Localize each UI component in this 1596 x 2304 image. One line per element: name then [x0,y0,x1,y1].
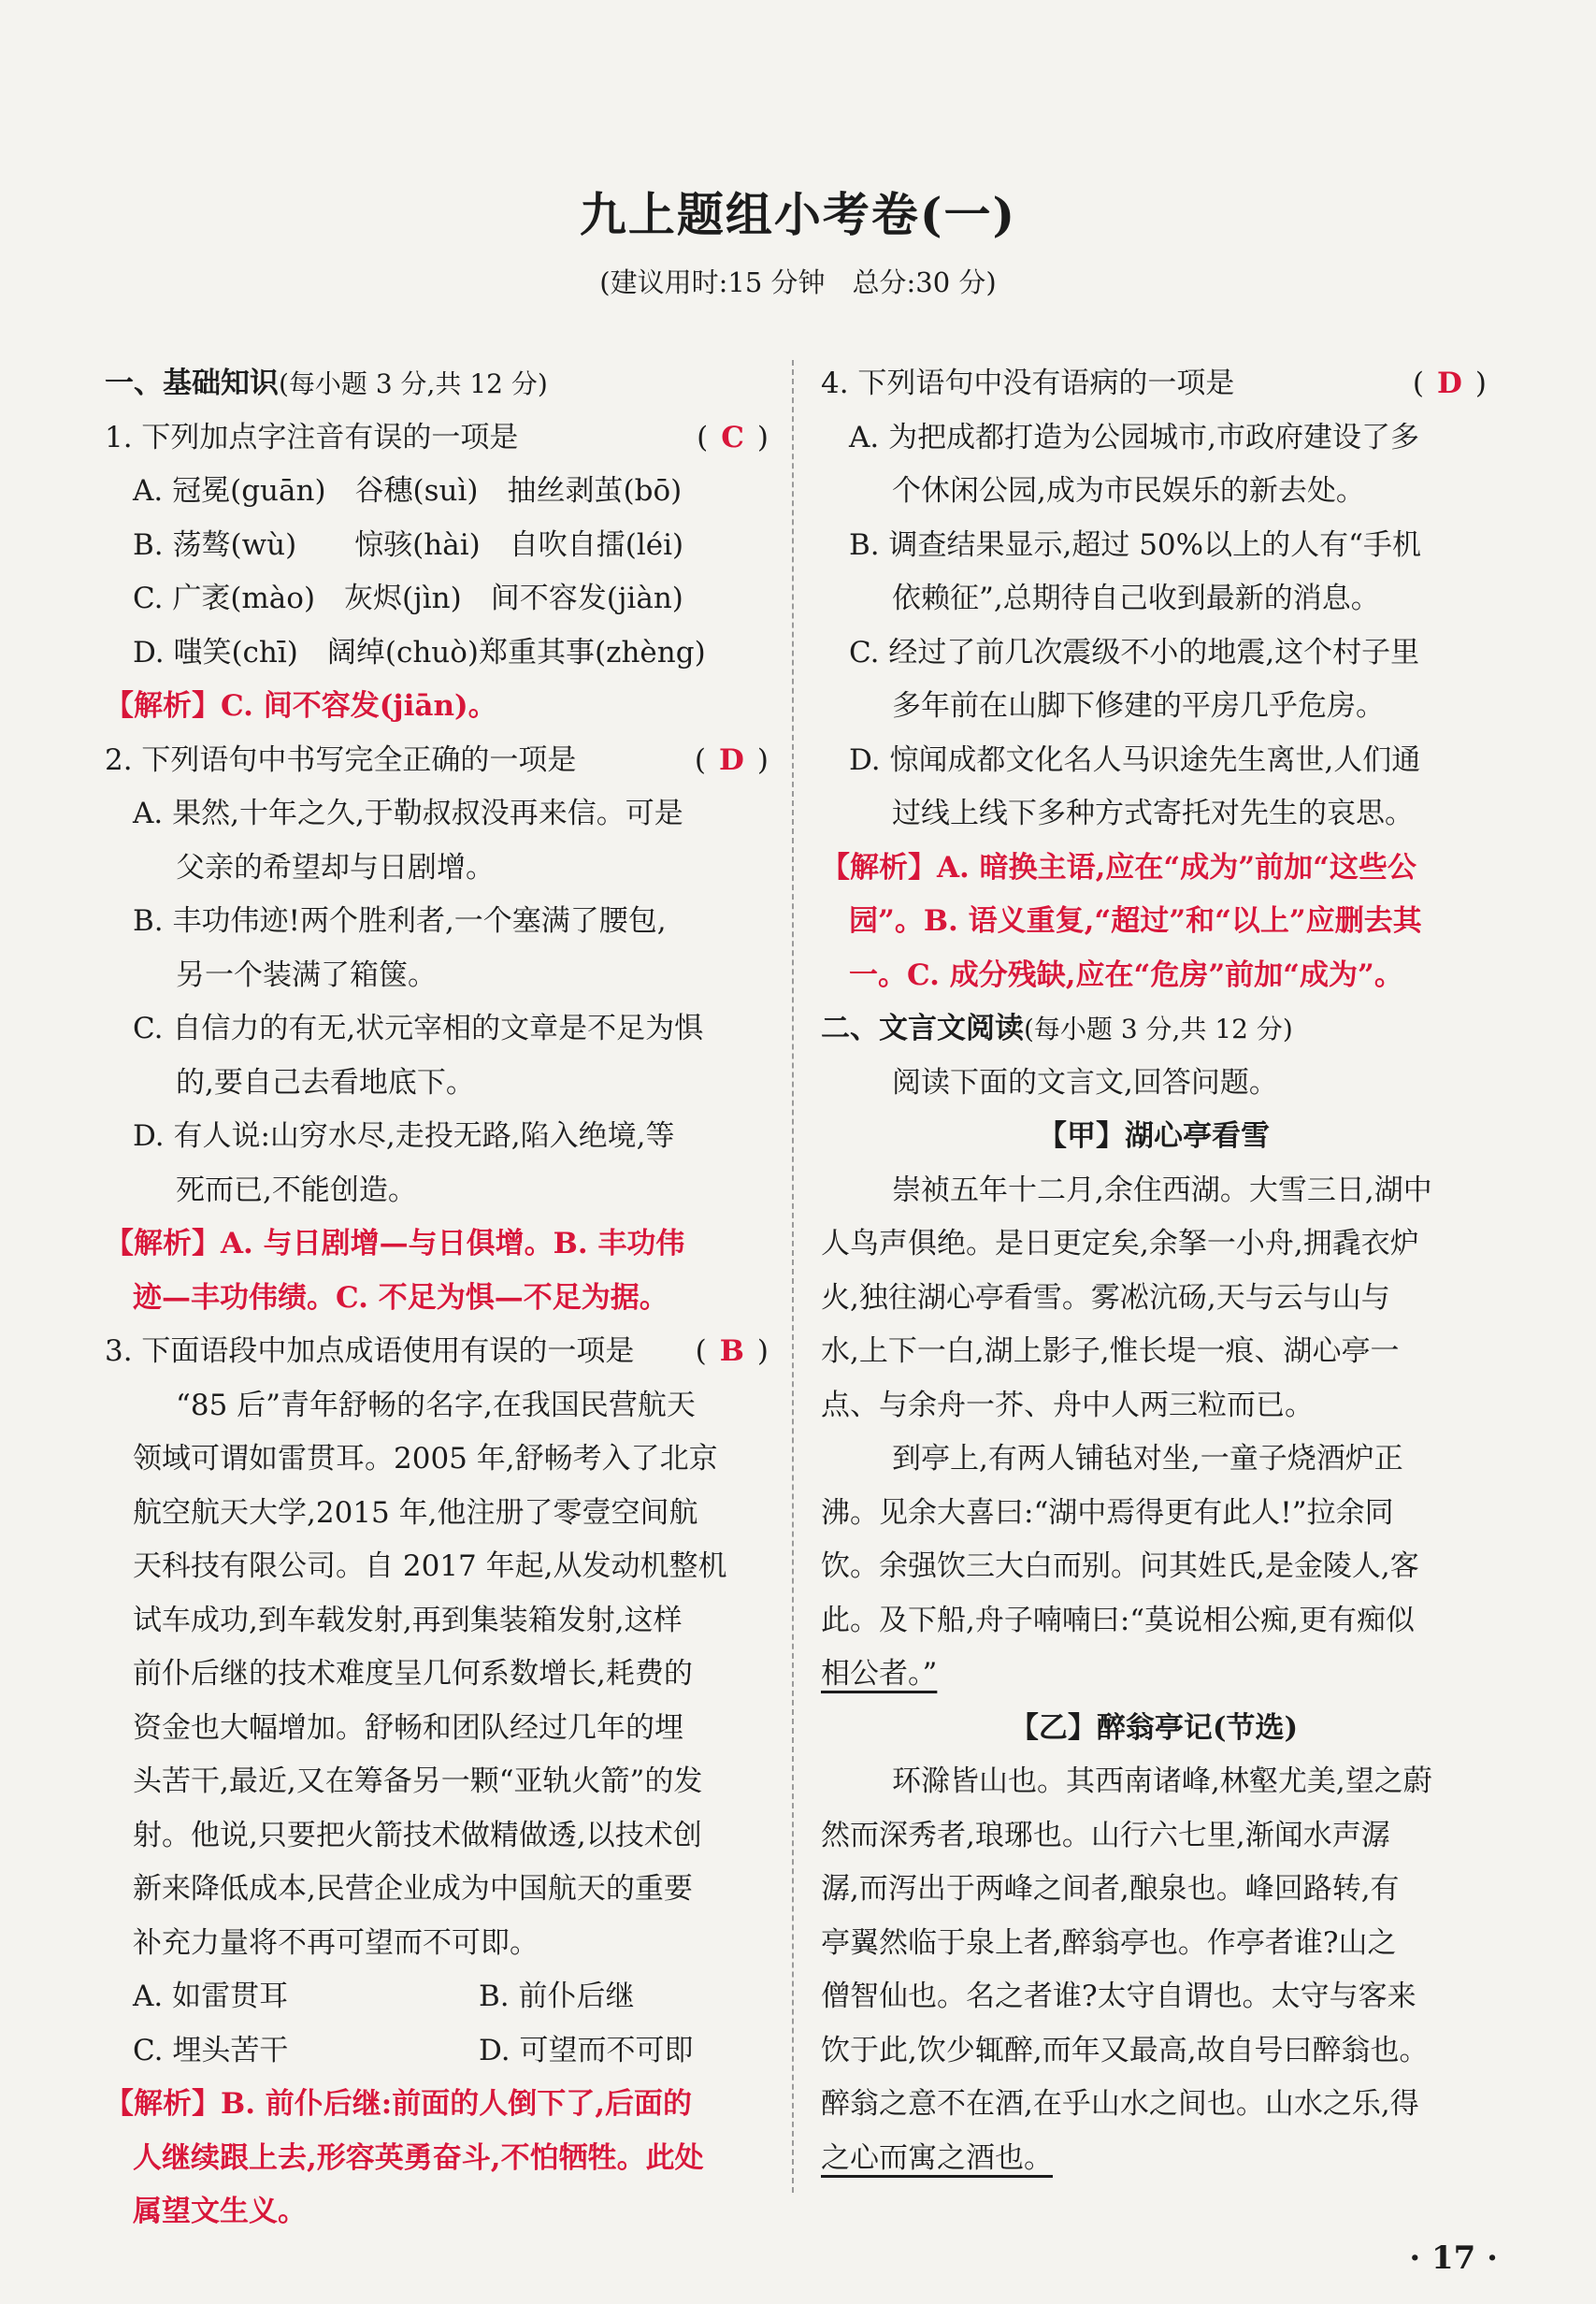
section2-title: 二、文言文阅读 [821,1012,1024,1045]
passage-jia-line: 点、与余舟一芥、舟中人两三粒而已。 [821,1388,1314,1422]
passage-yi-line: 饮于此,饮少辄醉,而年又最高,故自号曰醉翁也。 [821,2033,1429,2067]
q2-line: C. 自信力的有无,状元宰相的文章是不足为惧 [133,1012,704,1045]
q2-stem-text: 2. 下列语句中书写完全正确的一项是 [105,742,577,777]
q4-answer-bracket: ( D ) [1412,367,1487,400]
section1-title: 一、基础知识 [105,367,279,400]
q2-line: B. 丰功伟迹!两个胜利者,一个塞满了腰包, [133,904,667,938]
passage-jia-line: 到亭上,有两人铺毡对坐,一童子烧酒炉正 [892,1442,1403,1476]
passage-jia-line: 人鸟声俱绝。是日更定矣,余拏一小舟,拥毳衣炉 [821,1227,1419,1260]
q4-stem-text: 4. 下列语句中没有语病的一项是 [821,367,1235,400]
q3-passage-line: 领域可谓如雷贯耳。2005 年,舒畅考入了北京 [133,1442,718,1476]
q4-line: D. 惊闻成都文化名人马识途先生离世,人们通 [849,742,1421,777]
q1-analysis-text: C. 间不容发(jiān)。 [221,689,497,723]
q1-answer-bracket: ( C ) [697,420,769,454]
q4-line: B. 调查结果显示,超过 50%以上的人有“手机 [849,527,1421,562]
q3-analysis [105,2078,769,2132]
q1-analysis [105,680,769,734]
q3-passage-line: 试车成功,到车载发射,再到集装箱发射,这样 [133,1603,683,1637]
passage-jia-underlined: 相公者。” [821,1657,938,1691]
q2-analysis-text: A. 与日剧增—与日俱增。B. 丰功伟 [221,1227,685,1260]
section1-note: (每小题 3 分,共 12 分) [279,368,548,399]
passage-yi-line: 亭翼然临于泉上者,醉翁亭也。作亭者谁?山之 [821,1925,1397,1960]
passage-yi-line [821,2132,1487,2186]
page-number: · 17 · [1409,2239,1498,2277]
q4-analysis-text: A. 暗换主语,应在“成为”前加“这些公 [937,850,1416,885]
q1-option-a: A. 冠冕(guān) 谷穗(suì) 抽丝剥茧(bō) [133,474,683,508]
q3-analysis-label: 【解析】 [105,2087,221,2121]
q2-answer-bracket: ( D ) [694,742,769,777]
q3-option-a: A. 如雷贯耳 [133,1980,289,2013]
q2-line: 父亲的希望却与日剧增。 [176,850,495,885]
left-column [105,357,769,2239]
q3-passage-line: 前仆后继的技术难度呈几何系数增长,耗费的 [133,1657,693,1691]
section1-heading [105,357,769,411]
q3-passage-line: 头苦干,最近,又在筹备另一颗“亚轨火箭”的发 [133,1764,703,1798]
q3-analysis-text: B. 前仆后继:前面的人倒下了,后面的 [221,2087,693,2121]
column-divider [792,360,794,2193]
section2-heading [821,1002,1487,1057]
q2-line: D. 有人说:山穷水尽,走投无路,陷入绝境,等 [133,1119,675,1153]
q2-line: 死而已,不能创造。 [176,1173,417,1207]
passage-yi-underlined: 之心而寓之酒也。 [821,2140,1053,2175]
q4-line: A. 为把成都打造为公园城市,市政府建设了多 [849,420,1419,454]
q3-answer-bracket: ( B ) [695,1334,769,1368]
q3-passage-line: 射。他说,只要把火箭技术做精做透,以技术创 [133,1818,702,1852]
passage-yi-line: 潺,而泻出于两峰之间者,酿泉也。峰回路转,有 [821,1872,1400,1906]
q3-option-c: C. 埋头苦干 [133,2033,289,2067]
section2-instruction: 阅读下面的文言文,回答问题。 [892,1065,1278,1100]
page-title: 九上题组小考卷(一) [579,187,1017,242]
q4-analysis [821,842,1487,896]
q4-line: C. 经过了前几次震级不小的地震,这个村子里 [849,635,1420,670]
q3-option-b: B. 前仆后继 [479,1980,635,2013]
q1-option-d: D. 嗤笑(chī) 阔绰(chuò)郑重其事(zhèng) [133,635,706,670]
q1-stem-text: 1. 下列加点字注音有误的一项是 [105,420,519,454]
passage-jia-title: 【甲】湖心亭看雪 [1038,1119,1270,1153]
q1-answer: C [721,420,744,454]
q3-passage-line: 资金也大幅增加。舒畅和团队经过几年的埋 [133,1710,683,1745]
q2-line: A. 果然,十年之久,于勒叔叔没再来信。可是 [133,797,683,830]
q4-line: 过线上线下多种方式寄托对先生的哀思。 [892,797,1414,830]
q2-analysis [105,1217,769,1272]
q4-line: 多年前在山脚下修建的平房几乎危房。 [892,689,1385,723]
passage-yi-line: 僧智仙也。名之者谁?太守自谓也。太守与客来 [821,1980,1416,2013]
passage-yi-line: 环滁皆山也。其西南诸峰,林壑尤美,望之蔚 [892,1764,1432,1798]
q4-stem [821,357,1487,411]
passage-jia-line [821,1648,1487,1702]
passage-jia-line: 沸。见余大喜曰:“湖中焉得更有此人!”拉余同 [821,1495,1394,1530]
q3-stem [105,1325,769,1379]
passage-jia-line: 水,上下一白,湖上影子,惟长堤一痕、湖心亭一 [821,1334,1400,1368]
passage-jia-line: 此。及下船,舟子喃喃曰:“莫说相公痴,更有痴似 [821,1603,1415,1637]
q4-analysis-cont: 园”。B. 语义重复,“超过”和“以上”应删去其 [849,904,1422,938]
q3-analysis-cont: 属望文生义。 [133,2195,307,2228]
q4-line: 依赖征”,总期待自己收到最新的消息。 [892,582,1380,615]
q4-analysis-cont: 一。C. 成分残缺,应在“危房”前加“成为”。 [849,958,1403,992]
q2-analysis-cont: 迹—丰功伟绩。C. 不足为惧—不足为据。 [133,1280,669,1315]
q1-option-b: B. 荡骜(wù) 惊骇(hài) 自吹自擂(léi) [133,527,684,562]
q2-analysis-label: 【解析】 [105,1227,221,1260]
q1-stem [105,411,769,466]
passage-yi-line: 醉翁之意不在酒,在乎山水之间也。山水之乐,得 [821,2087,1419,2121]
section2-note: (每小题 3 分,共 12 分) [1024,1014,1293,1044]
q3-options-row-2 [105,2024,769,2079]
q3-passage-line: 新来降低成本,民营企业成为中国航天的重要 [133,1872,693,1906]
q4-answer: D [1437,367,1462,400]
right-column [821,357,1487,2185]
q3-analysis-cont: 人继续跟上去,形容英勇奋斗,不怕牺牲。此处 [133,2140,704,2175]
passage-yi-line: 然而深秀者,琅琊也。山行六七里,渐闻水声潺 [821,1818,1390,1852]
passage-jia-line: 饮。余强饮三大白而别。问其姓氏,是金陵人,客 [821,1549,1419,1583]
q3-options-row-1 [105,1970,769,2024]
q3-passage-line: 航空航天大学,2015 年,他注册了零壹空间航 [133,1495,698,1530]
q3-answer: B [719,1334,744,1368]
q4-analysis-label: 【解析】 [821,850,937,885]
q2-answer: D [719,742,744,777]
q3-passage-line: 天科技有限公司。自 2017 年起,从发动机整机 [133,1549,727,1583]
q2-line: 另一个装满了箱箧。 [176,958,437,992]
passage-jia-line: 崇祯五年十二月,余住西湖。大雪三日,湖中 [892,1173,1432,1207]
q2-line: 的,要自己去看地底下。 [176,1065,475,1100]
q1-option-c: C. 广袤(mào) 灰烬(jìn) 间不容发(jiàn) [133,582,683,615]
q4-line: 个休闲公园,成为市民娱乐的新去处。 [892,474,1365,508]
q2-stem [105,734,769,788]
passage-yi-title: 【乙】醉翁亭记(节选) [1009,1710,1299,1745]
q3-passage-line: 补充力量将不再可望而不可即。 [133,1925,539,1960]
page-subtitle: (建议用时:15 分钟 总分:30 分) [599,266,997,298]
q3-option-d: D. 可望而不可即 [479,2033,694,2067]
passage-jia-line: 火,独往湖心亭看雪。雾凇沆砀,天与云与山与 [821,1280,1390,1315]
q1-analysis-label: 【解析】 [105,689,221,723]
q3-passage-line: “85 后”青年舒畅的名字,在我国民营航天 [176,1388,696,1422]
q3-stem-text: 3. 下面语段中加点成语使用有误的一项是 [105,1334,635,1368]
